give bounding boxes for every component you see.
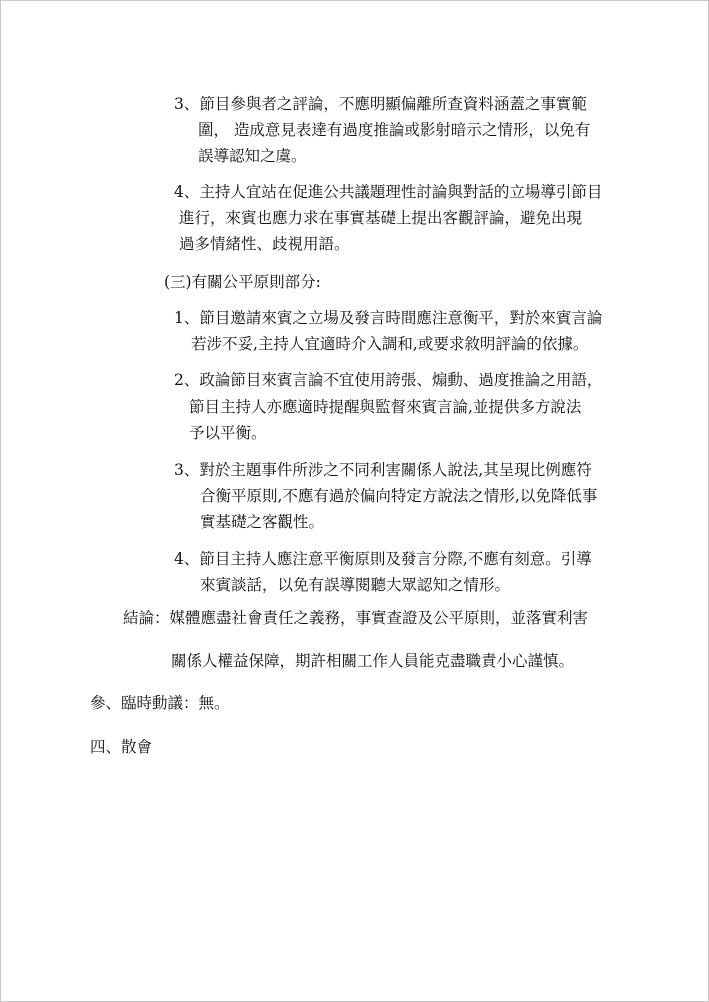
fair-4-line-1: 4、節目主持人應注意平衡原則及發言分際,不應有刻意。引導 xyxy=(174,550,592,568)
fair-3-line-2: 合衡平原則,不應有過於偏向特定方說法之情形,以免降低事 xyxy=(200,487,598,505)
fair-3-line-3: 實基礎之客觀性。 xyxy=(200,513,325,531)
fair-3-line-1: 3、對於主題事件所涉之不同利害關係人說法,其呈現比例應符 xyxy=(174,461,592,479)
item-3-line-2: 圍， 造成意見表達有過度推論或影射暗示之情形，以免有 xyxy=(198,121,591,139)
fair-1-line-1: 1、節目邀請來賓之立場及發言時間應注意衡平，對於來賓言論 xyxy=(174,309,603,327)
fair-4-line-2: 來賓談話，以免有誤導閱聽大眾認知之情形。 xyxy=(200,576,511,594)
agenda-item-3: 參、臨時動議：無。 xyxy=(90,694,230,712)
fair-2-line-1: 2、政論節目來賓言論不宜使用誇張、煽動、過度推論之用語， xyxy=(174,371,603,389)
item-3-line-3: 誤導認知之虞。 xyxy=(198,147,307,165)
agenda-item-4: 四、散會 xyxy=(90,738,153,756)
section-3-heading: (三)有關公平原則部分: xyxy=(164,273,321,291)
fair-1-line-2: 若涉不妥,主持人宜適時介入調和,或要求敘明評論的依據。 xyxy=(191,335,589,353)
item-4-line-3: 過多情緒性、歧視用語。 xyxy=(179,235,350,253)
fair-2-line-3: 予以平衡。 xyxy=(189,424,267,442)
item-3-line-1: 3、節目參與者之評論，不應明顯偏離所查資料涵蓋之事實範 xyxy=(174,95,587,113)
item-4-line-1: 4、主持人宜站在促進公共議題理性討論與對話的立場導引節目 xyxy=(174,183,603,201)
conclusion-line-1: 結論：媒體應盡社會責任之義務，事實查證及公平原則，並落實利害 xyxy=(123,609,589,627)
conclusion-line-2: 關係人權益保障，期許相關工作人員能克盡職責小心謹慎。 xyxy=(171,652,575,670)
item-4-line-2: 進行，來賓也應力求在事實基礎上提出客觀評論，避免出現 xyxy=(179,209,583,227)
fair-2-line-2: 節目主持人亦應適時提醒與監督來賓言論,並提供多方說法 xyxy=(189,398,582,416)
